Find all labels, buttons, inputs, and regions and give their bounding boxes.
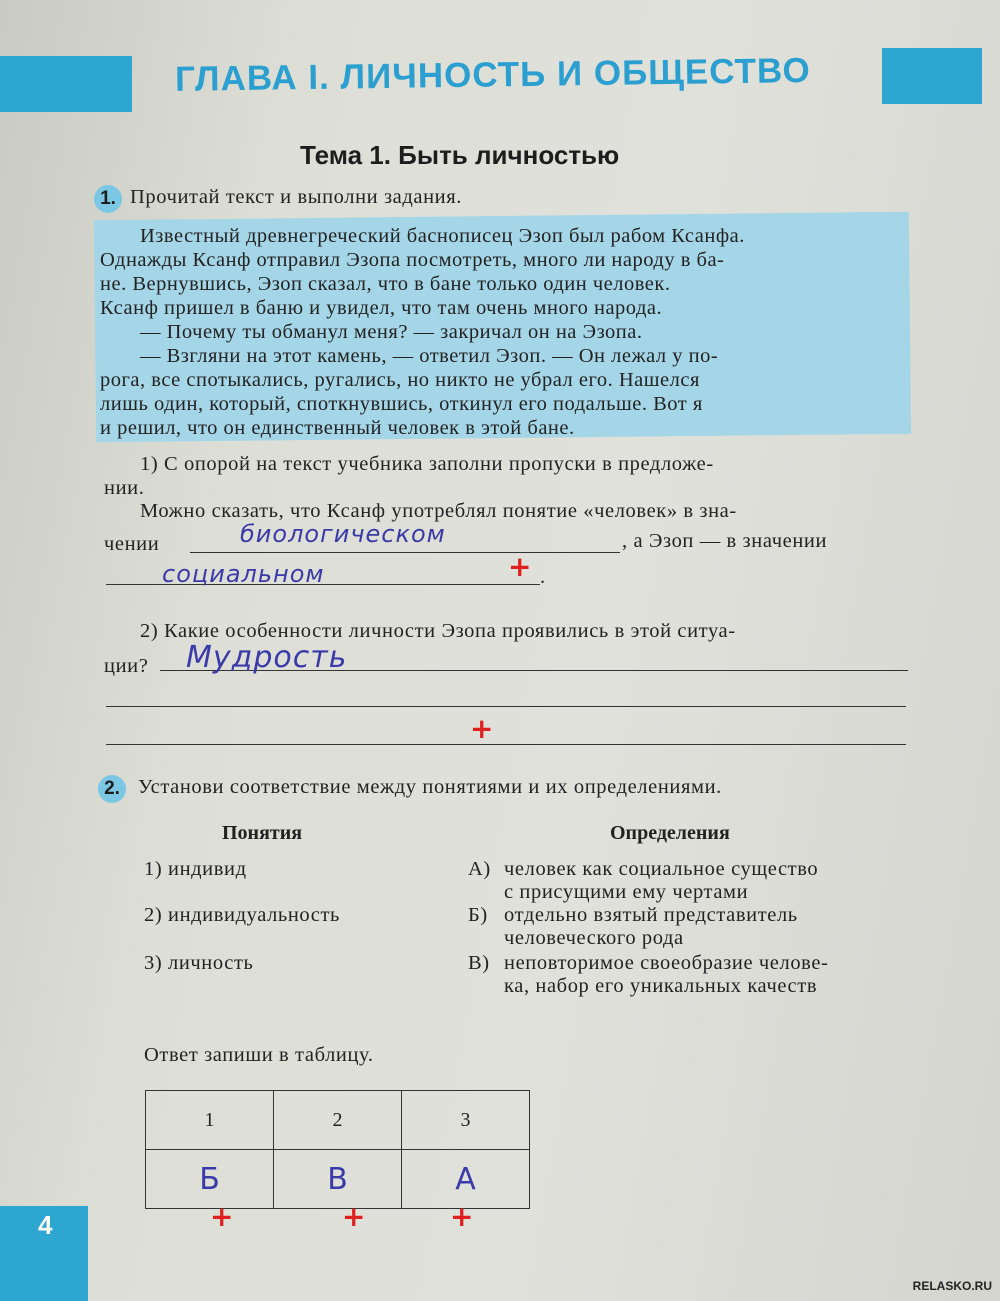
check-mark: + xyxy=(342,1200,366,1233)
quote-line: рога, все спотыкались, ругались, но никто не убрал его. Нашелся xyxy=(100,369,700,391)
handwritten-answer-1b: социальном xyxy=(162,560,325,588)
answer-line[interactable] xyxy=(106,744,906,745)
definition-text: ка, набор его уникальных качеств xyxy=(504,975,818,997)
concept-item: 3) личность xyxy=(144,952,254,974)
question-1-text: нии. xyxy=(104,477,145,499)
chapter-band-left xyxy=(0,56,132,112)
question-2-text: 2) Какие особенности личности Эзопа проявились в этой ситуа- xyxy=(140,620,736,642)
question-2-text: ции? xyxy=(104,655,149,677)
handwritten-answer-2: Мудрость xyxy=(186,640,348,675)
chapter-title: ГЛАВА I. ЛИЧНОСТЬ И ОБЩЕСТВО xyxy=(174,51,811,99)
definition-text: человеческого рода xyxy=(504,927,684,949)
check-mark: + xyxy=(470,712,494,745)
definition-text: с присущими ему чертами xyxy=(504,881,749,903)
definition-text: неповторимое своеобразие челове- xyxy=(504,952,829,974)
task-1-number: 1. xyxy=(94,185,122,213)
concept-item: 2) индивидуальность xyxy=(144,904,340,926)
topic-title: Тема 1. Быть личностью xyxy=(300,140,620,170)
question-1-text: Можно сказать, что Ксанф употреблял понятие «человек» в зна- xyxy=(140,500,737,522)
answer-prompt: Ответ запиши в таблицу. xyxy=(144,1044,374,1066)
task-2-number: 2. xyxy=(98,775,126,803)
quote-line: — Почему ты обманул меня? — закричал он на Эзопа. xyxy=(140,321,643,343)
question-1-text: . xyxy=(540,566,546,588)
task-1-instruction: Прочитай текст и выполни задания. xyxy=(130,186,462,208)
question-1-text: , а Эзоп — в значении xyxy=(622,530,828,552)
watermark: RELASKO.RU xyxy=(912,1279,992,1293)
table-answer-cell[interactable]: В xyxy=(274,1150,402,1209)
quote-line: — Взгляни на этот камень, — ответил Эзоп. — Он лежал у по- xyxy=(140,345,719,367)
definition-text: отдельно взятый представитель xyxy=(504,904,798,926)
concept-item: 1) индивид xyxy=(144,858,247,880)
chapter-band-right xyxy=(882,48,982,104)
quote-line: лишь один, который, споткнувшись, откинул его подальше. Вот я xyxy=(100,393,703,415)
quote-line: Известный древнегреческий баснописец Эзоп был рабом Ксанфа. xyxy=(140,225,745,247)
check-mark: + xyxy=(450,1200,474,1233)
task-2-instruction: Установи соответствие между понятиями и их определениями. xyxy=(138,776,722,798)
handwritten-answer-1a: биологическом xyxy=(240,520,446,548)
quote-line: и решил, что он единственный человек в этой бане. xyxy=(100,417,575,439)
answer-table xyxy=(145,1090,530,1209)
definition-text: человек как социальное существо xyxy=(504,858,819,880)
table-header-cell: 2 xyxy=(274,1091,402,1150)
definition-letter: В) xyxy=(468,952,490,974)
table-answer-cell[interactable]: А xyxy=(402,1150,530,1209)
table-header-cell: 1 xyxy=(146,1091,274,1150)
question-1-text: чении xyxy=(104,533,160,555)
table-answer-cell[interactable]: Б xyxy=(146,1150,274,1209)
question-1-text: 1) С опорой на текст учебника заполни пропуски в предложе- xyxy=(140,453,714,475)
quote-line: Однажды Ксанф отправил Эзопа посмотреть, много ли народу в ба- xyxy=(100,249,725,271)
page-number: 4 xyxy=(38,1210,53,1240)
check-mark: + xyxy=(210,1200,234,1233)
quote-line: не. Вернувшись, Эзоп сказал, что в бане только один человек. xyxy=(100,273,671,295)
concepts-header: Понятия xyxy=(222,822,303,844)
definition-letter: Б) xyxy=(468,904,488,926)
answer-line[interactable] xyxy=(106,706,906,707)
definition-letter: А) xyxy=(468,858,491,880)
quote-line: Ксанф пришел в баню и увидел, что там очень много народа. xyxy=(100,297,663,319)
answer-blank-1a[interactable] xyxy=(190,552,620,553)
check-mark: + xyxy=(508,550,532,583)
definitions-header: Определения xyxy=(610,822,730,844)
table-header-cell: 3 xyxy=(402,1091,530,1150)
